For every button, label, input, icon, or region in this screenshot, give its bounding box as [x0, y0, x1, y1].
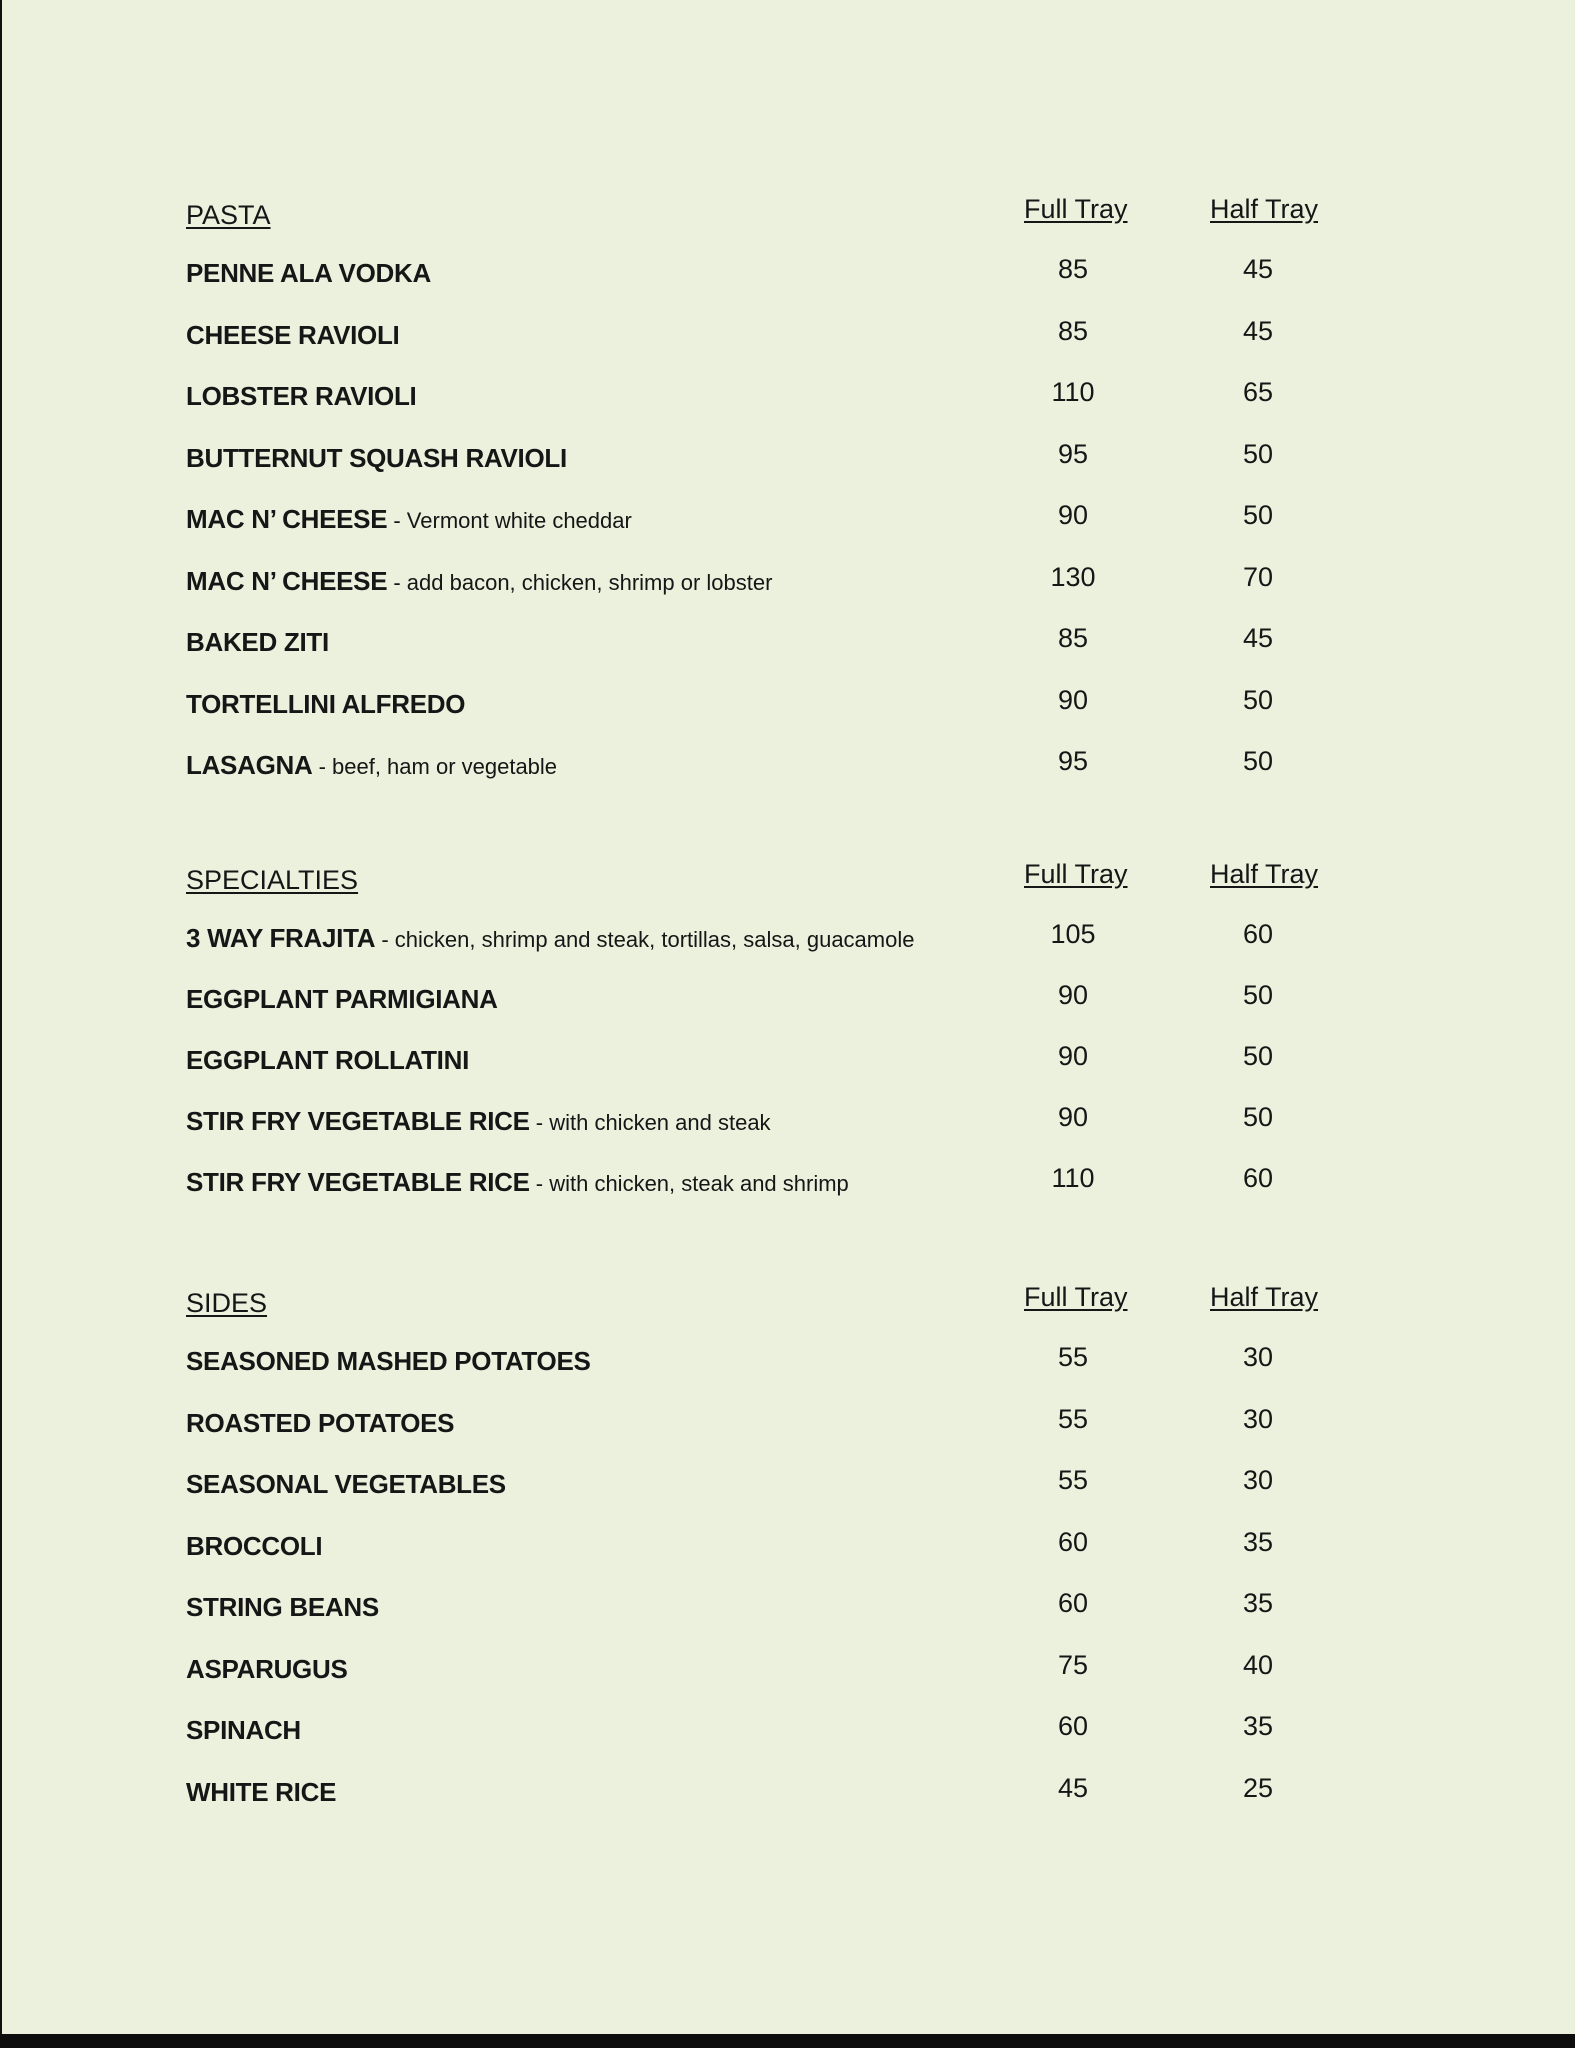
menu-item-name: EGGPLANT PARMIGIANA [186, 984, 498, 1014]
half-tray-price: 35 [1242, 1588, 1274, 1618]
full-tray-price: 60 [1057, 1711, 1089, 1741]
menu-item-row [186, 554, 1366, 616]
menu-item-label [186, 627, 329, 658]
section-header [186, 186, 1366, 246]
half-tray-price: 35 [1242, 1711, 1274, 1741]
section-header [186, 1274, 1366, 1334]
menu-item-row [186, 1519, 1366, 1581]
menu-item-label [186, 1408, 454, 1439]
menu-item-row [186, 1642, 1366, 1704]
menu-item-row [186, 677, 1366, 739]
menu-item-name: MAC N’ CHEESE [186, 504, 388, 534]
menu-item-name: MAC N’ CHEESE [186, 565, 388, 596]
half-tray-column-header: Half Tray [1210, 194, 1319, 224]
menu-item-label [186, 381, 416, 412]
half-tray-price: 50 [1242, 438, 1274, 469]
menu-item-name: PENNE ALA VODKA [186, 258, 431, 288]
menu-item-label [186, 984, 498, 1015]
half-tray-price: 50 [1242, 500, 1274, 530]
menu-item-row [186, 246, 1366, 308]
menu-item-description: - Vermont white cheddar [387, 508, 632, 533]
full-tray-price: 45 [1057, 1772, 1089, 1803]
menu-item-row [186, 1765, 1366, 1827]
full-tray-price: 110 [1051, 1163, 1095, 1193]
menu-item-label [186, 1654, 348, 1685]
section-pasta [186, 186, 1366, 800]
full-tray-price: 95 [1057, 746, 1089, 776]
menu-item-name: TORTELLINI ALFREDO [186, 688, 466, 719]
menu-item-name: 3 WAY FRAJITA [186, 923, 376, 953]
menu-item-row [186, 972, 1366, 1033]
menu-item-name: CHEESE RAVIOLI [186, 319, 400, 350]
full-tray-price: 55 [1057, 1403, 1089, 1434]
menu-item-row [186, 1457, 1366, 1519]
menu-item-name: LOBSTER RAVIOLI [186, 381, 417, 411]
half-tray-price: 45 [1242, 623, 1274, 653]
section-specialties [186, 851, 1366, 1216]
menu-item-row [186, 1094, 1366, 1155]
half-tray-price: 40 [1242, 1649, 1274, 1680]
full-tray-price: 55 [1057, 1342, 1089, 1372]
menu-item-name: LASAGNA [186, 750, 313, 780]
menu-item-name: WHITE RICE [186, 1776, 337, 1807]
menu-item-row [186, 308, 1366, 370]
menu-item-row [186, 911, 1366, 972]
full-tray-price: 95 [1057, 438, 1089, 469]
menu-item-label [186, 1592, 379, 1623]
menu-item-row [186, 1580, 1366, 1642]
menu-item-description: - beef, ham or vegetable [312, 754, 558, 779]
menu-item-name: EGGPLANT ROLLATINI [186, 1045, 469, 1075]
scan-edge-bottom [0, 2034, 1575, 2048]
menu-item-name: SEASONAL VEGETABLES [186, 1469, 506, 1499]
full-tray-column-header: Full Tray [1024, 1282, 1128, 1312]
half-tray-price: 65 [1242, 377, 1274, 407]
half-tray-price: 50 [1242, 1041, 1274, 1071]
menu-item-label [186, 750, 557, 781]
half-tray-price: 30 [1242, 1342, 1274, 1372]
half-tray-column-header: Half Tray [1210, 1282, 1319, 1312]
half-tray-price: 50 [1242, 684, 1274, 715]
menu-item-label [186, 566, 772, 597]
menu-item-row [186, 492, 1366, 554]
menu-item-label [186, 1106, 771, 1137]
full-tray-price: 110 [1051, 377, 1095, 407]
menu-item-row [186, 431, 1366, 493]
menu-item-row [186, 1155, 1366, 1216]
full-tray-column-header: Full Tray [1024, 194, 1128, 224]
full-tray-price: 85 [1057, 315, 1089, 346]
menu-item-row [186, 369, 1366, 431]
menu-item-label [186, 1777, 336, 1808]
menu-item-row [186, 1703, 1366, 1765]
menu-item-label [186, 1167, 849, 1198]
half-tray-price: 50 [1242, 746, 1274, 776]
menu-item-description: - with chicken, steak and shrimp [529, 1171, 849, 1196]
full-tray-price: 60 [1057, 1526, 1089, 1557]
menu-item-name: SPINACH [186, 1715, 301, 1745]
menu-item-label [186, 320, 399, 351]
menu-item-label [186, 258, 431, 289]
menu-item-row [186, 1033, 1366, 1094]
full-tray-price: 85 [1057, 623, 1089, 653]
menu-item-label [186, 1469, 506, 1500]
half-tray-price: 30 [1242, 1403, 1274, 1434]
half-tray-price: 50 [1242, 980, 1274, 1010]
section-title: SIDES [186, 1288, 268, 1318]
menu-item-name: STRING BEANS [186, 1592, 379, 1622]
full-tray-price: 90 [1057, 1102, 1089, 1132]
menu-item-name: BAKED ZITI [186, 627, 329, 657]
half-tray-price: 60 [1242, 919, 1274, 949]
menu-item-name: STIR FRY VEGETABLE RICE [186, 1106, 530, 1136]
half-tray-price: 50 [1242, 1102, 1274, 1132]
section-sides [186, 1274, 1366, 1826]
full-tray-price: 90 [1057, 980, 1089, 1010]
half-tray-price: 35 [1242, 1526, 1274, 1557]
half-tray-price: 60 [1242, 1163, 1274, 1193]
menu-item-name: BUTTERNUT SQUASH RAVIOLI [186, 442, 567, 473]
section-header [186, 851, 1366, 911]
full-tray-price: 55 [1057, 1465, 1089, 1495]
section-title: SPECIALTIES [186, 865, 359, 895]
menu-item-label [186, 689, 465, 720]
menu-item-row [186, 738, 1366, 800]
menu-item-description: - add bacon, chicken, shrimp or lobster [387, 569, 773, 595]
full-tray-column-header: Full Tray [1024, 859, 1128, 889]
menu-item-label [186, 443, 567, 474]
menu-item-row [186, 615, 1366, 677]
full-tray-price: 105 [1050, 919, 1096, 949]
menu-item-label [186, 1346, 591, 1377]
menu-item-name: ASPARUGUS [186, 1653, 348, 1684]
scan-edge-left [0, 0, 2, 2048]
full-tray-price: 90 [1057, 1041, 1089, 1071]
menu-item-name: BROCCOLI [186, 1530, 323, 1561]
full-tray-price: 90 [1057, 684, 1089, 715]
half-tray-price: 25 [1242, 1772, 1274, 1803]
menu-item-row [186, 1334, 1366, 1396]
menu-item-label [186, 1045, 469, 1076]
menu-item-label [186, 504, 632, 535]
full-tray-price: 130 [1050, 561, 1096, 592]
menu-item-row [186, 1396, 1366, 1458]
menu-item-description: - with chicken and steak [529, 1110, 771, 1135]
half-tray-price: 30 [1242, 1465, 1274, 1495]
full-tray-price: 90 [1057, 500, 1089, 530]
menu-item-label [186, 1531, 322, 1562]
menu-item-name: ROASTED POTATOES [186, 1407, 455, 1438]
full-tray-price: 75 [1057, 1649, 1089, 1680]
menu-item-name: STIR FRY VEGETABLE RICE [186, 1167, 530, 1197]
menu-item-name: SEASONED MASHED POTATOES [186, 1346, 591, 1376]
half-tray-column-header: Half Tray [1210, 859, 1319, 889]
menu-item-label [186, 923, 914, 954]
section-title: PASTA [186, 200, 271, 230]
half-tray-price: 45 [1242, 315, 1274, 346]
menu-item-description: - chicken, shrimp and steak, tortillas, salsa, guacamole [375, 927, 915, 952]
half-tray-price: 45 [1242, 254, 1274, 284]
menu-item-label [186, 1715, 301, 1746]
full-tray-price: 85 [1057, 254, 1089, 284]
full-tray-price: 60 [1057, 1588, 1089, 1618]
half-tray-price: 70 [1242, 561, 1274, 592]
